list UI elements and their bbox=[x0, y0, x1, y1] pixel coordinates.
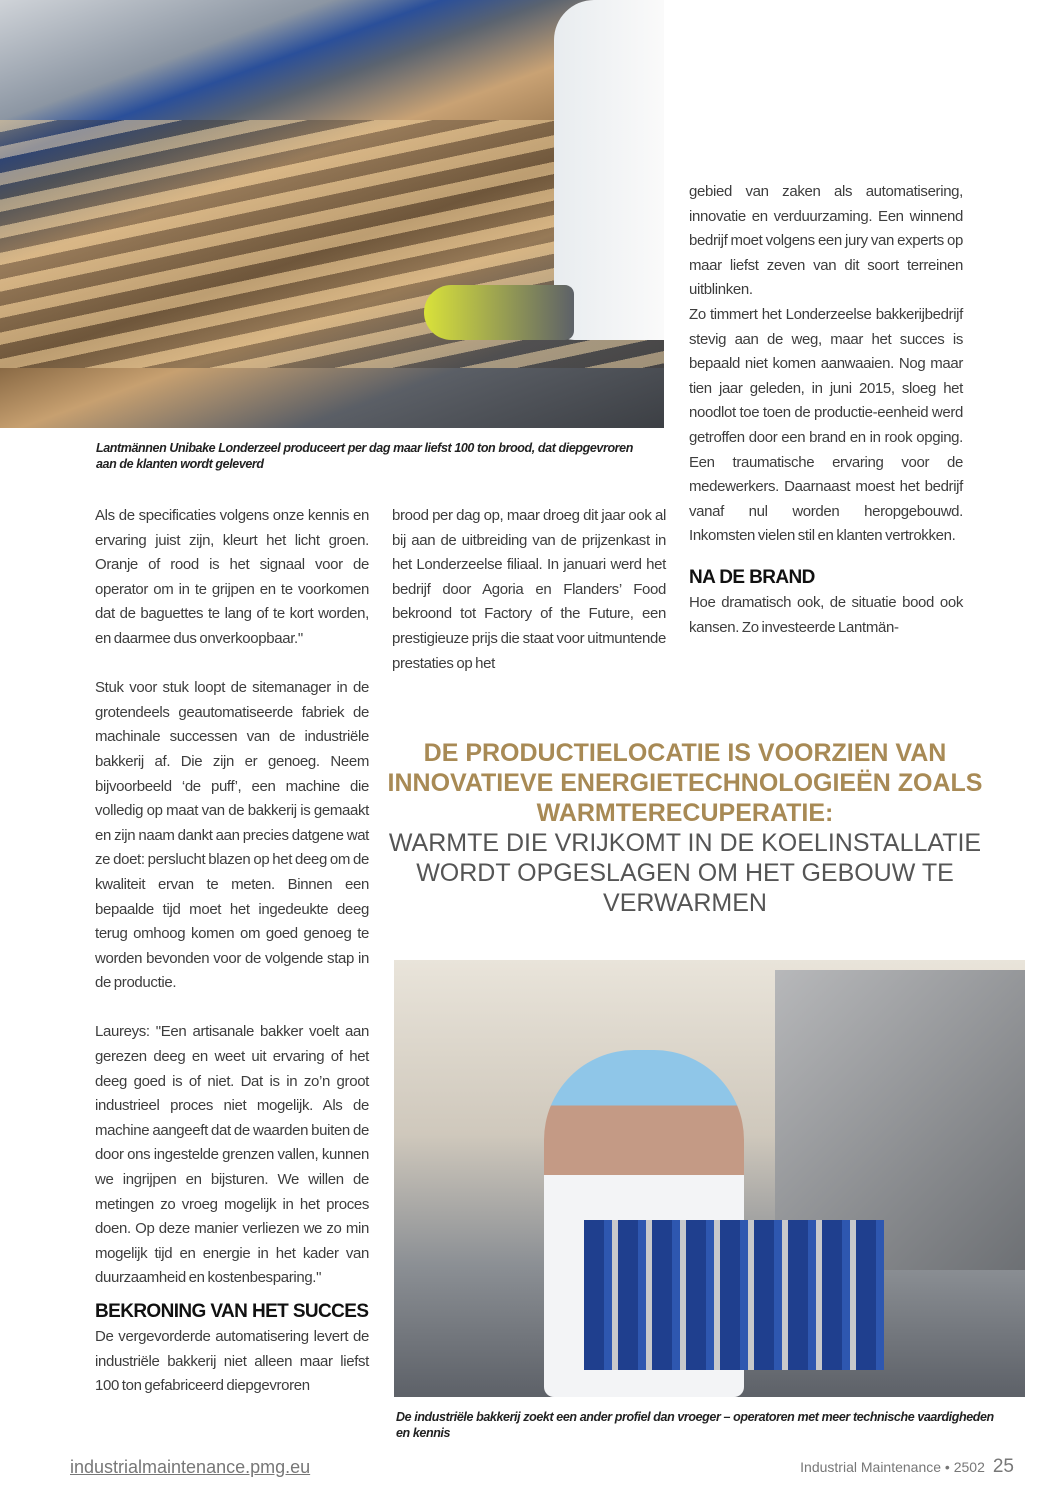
paragraph: brood per dag op, maar droeg dit jaar ook al bij aan de uitbreiding van de prijzenkast in het Londerzeelse filiaal. In januari werd het bedrijf door Agoria en Flanders’ Food bekroond tot Factory of the Future, een prestigieuze prijs die staat voor uitmuntende prestaties op het bbox=[392, 507, 666, 672]
paragraph: Als de specificaties volgens onze kennis en ervaring juist zijn, kleurt het licht groen. Oranje of rood is het signaal voor de operator om in te grijpen en te voorkomen dat de baguettes te lang of te kort worden, en daarmee dus onverkoopbaar." bbox=[95, 507, 369, 647]
footer-website-link[interactable]: industrialmaintenance.pmg.eu bbox=[70, 1457, 311, 1477]
bakery-conveyor-photo bbox=[0, 0, 664, 428]
footer-publication bbox=[800, 1456, 1014, 1478]
pull-quote bbox=[372, 738, 998, 918]
column-1 bbox=[95, 504, 369, 1399]
column-2 bbox=[392, 504, 666, 676]
paragraph: gebied van zaken als automatisering, innovatie en verduurzaming. Een winnend bedrijf moet volgens een jury van experts op maar liefst zeven van dit soort terreinen uitblinken. bbox=[689, 183, 963, 299]
section-heading: BEKRONING VAN HET SUCCES bbox=[95, 1301, 369, 1322]
pull-quote-text: WARMTE DIE VRIJKOMT IN DE KOELINSTALLATIE WORDT OPGESLAGEN OM HET GEBOUW TE VERWARMEN bbox=[388, 829, 982, 917]
publication-name: Industrial Maintenance • 2502 bbox=[800, 1459, 985, 1475]
paragraph: Hoe dramatisch ook, de situatie bood ook kansen. Zo investeerde Lantmän- bbox=[689, 593, 963, 636]
paragraph: De vergevorderde automatisering levert de industriële bakkerij niet alleen maar liefst 100 ton gefabriceerd diepgevroren bbox=[95, 1328, 369, 1395]
top-photo-caption: Lantmännen Unibake Londerzeel produceert per dag maar liefst 100 ton brood, dat diepgevroren aan de klanten wordt geleverd bbox=[96, 441, 633, 471]
section-heading: NA DE BRAND bbox=[689, 566, 815, 588]
pull-quote-highlight: DE PRODUCTIELOCATIE IS VOORZIEN VAN INNOVATIEVE ENERGIETECHNOLOGIEËN ZOALS WARMTERECUPERATIE: bbox=[387, 739, 983, 827]
operator-photo bbox=[394, 960, 1025, 1397]
page-number: 25 bbox=[992, 1456, 1014, 1477]
column-3 bbox=[689, 180, 963, 640]
paragraph: Laureys: "Een artisanale bakker voelt aan gerezen deeg en weet uit ervaring of het deeg goed is of niet. Dat is in zo’n groot industrieel proces niet mogelijk. Als de machine aangeeft dat de waarden buiten de door ons ingestelde grenzen vallen, kunnen we ingrijpen en bijsturen. We willen de metingen zo vroeg mogelijk in het proces doen. Op deze manier verliezen we zo min mogelijk tijd en energie in het kader van duurzaamheid en kostenbesparing." bbox=[95, 1023, 369, 1287]
paragraph: Zo timmert het Londerzeelse bakkerijbedrijf stevig aan de weg, maar het succes is bepaald niet komen aanwaaien. Nog maar tien jaar geleden, in juni 2015, sloeg het noodlot toe toen de productie-eenheid werd getroffen door een brand en in rook opging. Een traumatische ervaring voor de medewerkers. Daarnaast moest het bedrijf vanaf nul worden heropgebouwd. Inkomsten vielen stil en klanten vertrokken. bbox=[689, 305, 963, 545]
bottom-photo-caption: De industriële bakkerij zoekt een ander profiel dan vroeger – operatoren met meer technische vaardigheden en kennis bbox=[396, 1410, 994, 1440]
paragraph: Stuk voor stuk loopt de sitemanager in de grotendeels geautomatiseerde fabriek de machinale successen van de industriële bakkerij af. Die zijn er genoeg. Neem bijvoorbeeld ‘de puff’, een machine die volledig op maat van de bakkerij is gemaakt en zijn naam dankt aan precies datgene wat ze doet: perslucht blazen op het deeg om de kwaliteit ervan te meten. Binnen een bepaalde tijd moet het ingedeukte deeg terug omhoog komen om goed genoeg te worden bevonden voor de volgende stap in de productie. bbox=[95, 679, 369, 992]
